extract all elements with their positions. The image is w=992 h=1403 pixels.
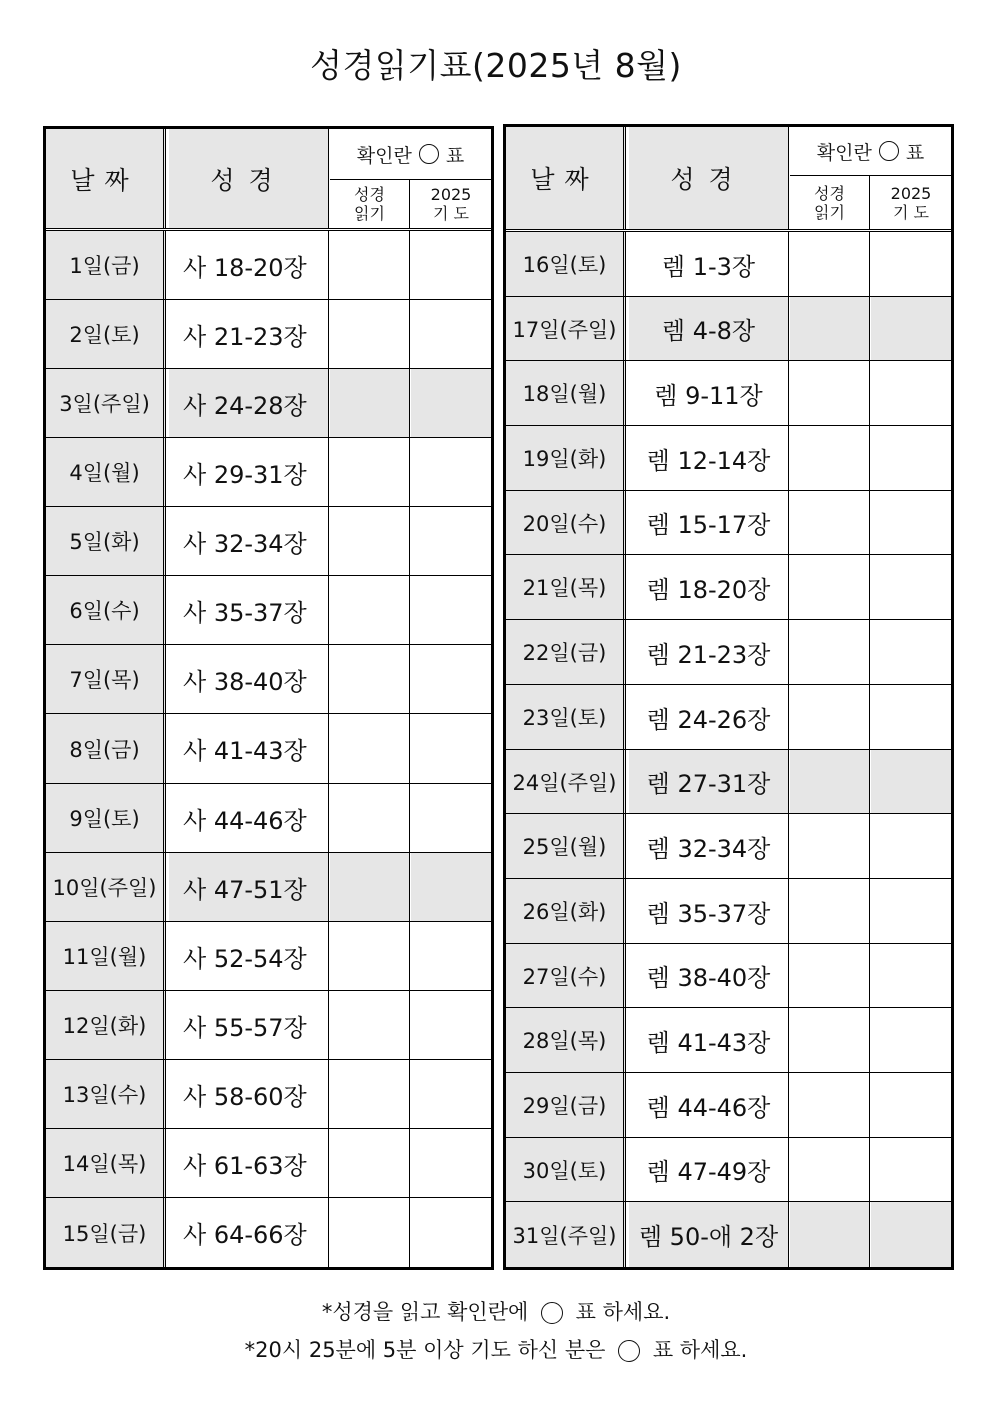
reading-check-box[interactable] (330, 1198, 410, 1267)
circle-icon (541, 1302, 563, 1324)
row-reading: 렘 27-31장 (629, 750, 789, 813)
table-row (46, 922, 491, 991)
header-reading-check (790, 176, 870, 229)
header-date: 날짜 (506, 127, 626, 229)
row-reading: 렘 41-43장 (629, 1008, 789, 1072)
reading-check-box[interactable] (790, 1008, 870, 1072)
prayer-check-box[interactable] (411, 1129, 491, 1197)
header-bible: 성경 (629, 127, 789, 229)
reading-check-box[interactable] (330, 438, 410, 506)
row-date: 14일(목) (46, 1129, 166, 1197)
reading-check-box[interactable] (330, 645, 410, 713)
row-date: 29일(금) (506, 1073, 626, 1137)
row-reading: 사 64-66장 (169, 1198, 329, 1267)
circle-icon (419, 144, 439, 164)
row-reading: 렘 38-40장 (629, 944, 789, 1007)
row-reading: 렘 21-23장 (629, 620, 789, 684)
row-reading: 렘 35-37장 (629, 879, 789, 943)
prayer-check-box[interactable] (411, 1060, 491, 1128)
row-date: 21일(목) (506, 555, 626, 619)
row-reading: 렘 24-26장 (629, 685, 789, 749)
table-row (46, 645, 491, 714)
row-reading: 렘 50-애 2장 (629, 1202, 789, 1267)
prayer-check-box[interactable] (871, 685, 951, 749)
prayer-check-box[interactable] (871, 1138, 951, 1201)
row-reading: 렘 15-17장 (629, 491, 789, 554)
row-reading: 사 52-54장 (169, 922, 329, 990)
table-row (46, 853, 491, 922)
table-row (506, 1008, 951, 1073)
reading-check-box[interactable] (790, 297, 870, 360)
row-date: 11일(월) (46, 922, 166, 990)
prayer-check-box[interactable] (871, 297, 951, 360)
row-date: 18일(월) (506, 361, 626, 425)
prayer-check-box[interactable] (411, 438, 491, 506)
prayer-check-box[interactable] (411, 645, 491, 713)
reading-check-box[interactable] (790, 1202, 870, 1267)
row-reading: 렘 12-14장 (629, 426, 789, 490)
row-date: 7일(목) (46, 645, 166, 713)
header-check-label: 확인란 (816, 141, 872, 164)
reading-check-box[interactable] (330, 576, 410, 644)
header-reading-line2: 읽기 (354, 204, 385, 223)
row-reading: 렘 32-34장 (629, 814, 789, 878)
table-row (506, 297, 951, 361)
circle-icon (879, 141, 899, 161)
table-row (46, 1198, 491, 1267)
row-date: 13일(수) (46, 1060, 166, 1128)
row-reading: 사 18-20장 (169, 231, 329, 299)
header-check-suffix: 표 (445, 144, 465, 167)
reading-check-box[interactable] (330, 1129, 410, 1197)
left-reading-table (43, 126, 494, 1270)
table-row (506, 361, 951, 426)
table-row (506, 685, 951, 750)
row-date: 19일(화) (506, 426, 626, 490)
table-row (506, 944, 951, 1008)
prayer-check-box[interactable] (871, 1008, 951, 1072)
table-row (46, 1129, 491, 1198)
reading-check-box[interactable] (790, 1138, 870, 1201)
table-row (46, 991, 491, 1060)
prayer-check-box[interactable] (411, 853, 491, 921)
row-reading: 사 47-51장 (169, 853, 329, 921)
reading-check-box[interactable] (790, 426, 870, 490)
row-date: 2일(토) (46, 300, 166, 368)
table-row (506, 814, 951, 879)
row-date: 9일(토) (46, 784, 166, 852)
row-reading: 렘 47-49장 (629, 1138, 789, 1201)
table-row (506, 1073, 951, 1138)
footer-note-2-text: *20시 25분에 5분 이상 기도 하신 분은 (244, 1338, 606, 1362)
header-prayer-check (411, 180, 491, 228)
reading-check-box[interactable] (790, 685, 870, 749)
prayer-check-box[interactable] (871, 555, 951, 619)
row-reading: 사 21-23장 (169, 300, 329, 368)
right-reading-table (503, 124, 954, 1270)
table-row (506, 750, 951, 814)
row-date: 3일(주일) (46, 369, 166, 437)
row-date: 23일(토) (506, 685, 626, 749)
reading-check-box[interactable] (790, 944, 870, 1007)
prayer-check-box[interactable] (871, 814, 951, 878)
row-date: 1일(금) (46, 231, 166, 299)
row-reading: 사 29-31장 (169, 438, 329, 506)
reading-check-box[interactable] (330, 369, 410, 437)
reading-check-box[interactable] (790, 1073, 870, 1137)
reading-check-box[interactable] (790, 491, 870, 554)
row-date: 28일(목) (506, 1008, 626, 1072)
prayer-check-box[interactable] (871, 879, 951, 943)
row-date: 6일(수) (46, 576, 166, 644)
reading-check-box[interactable] (330, 922, 410, 990)
footer-note-2 (0, 1334, 992, 1364)
header-reading-line2: 읽기 (814, 202, 845, 222)
row-date: 27일(수) (506, 944, 626, 1007)
row-date: 12일(화) (46, 991, 166, 1059)
row-reading: 렘 18-20장 (629, 555, 789, 619)
prayer-check-box[interactable] (411, 231, 491, 299)
reading-check-box[interactable] (330, 714, 410, 783)
prayer-check-box[interactable] (871, 426, 951, 490)
prayer-check-box[interactable] (411, 1198, 491, 1267)
row-reading: 사 41-43장 (169, 714, 329, 783)
reading-check-box[interactable] (790, 750, 870, 813)
header-check-suffix: 표 (905, 141, 925, 164)
table-row (46, 1060, 491, 1129)
prayer-check-box[interactable] (871, 944, 951, 1007)
header-check (790, 127, 951, 176)
prayer-check-box[interactable] (411, 507, 491, 575)
row-date: 17일(주일) (506, 297, 626, 360)
prayer-check-box[interactable] (411, 922, 491, 990)
row-reading: 사 38-40장 (169, 645, 329, 713)
table-row (506, 620, 951, 685)
table-row (506, 879, 951, 944)
reading-check-box[interactable] (790, 814, 870, 878)
page-title: 성경읽기표(2025년 8월) (310, 46, 682, 85)
reading-check-box[interactable] (330, 300, 410, 368)
reading-check-box[interactable] (790, 232, 870, 296)
prayer-check-box[interactable] (871, 1202, 951, 1267)
prayer-check-box[interactable] (871, 232, 951, 296)
header-check-label: 확인란 (356, 144, 412, 167)
table-row (46, 300, 491, 369)
prayer-check-box[interactable] (411, 714, 491, 783)
header-prayer-check (871, 176, 951, 229)
row-date: 31일(주일) (506, 1202, 626, 1267)
reading-check-box[interactable] (330, 853, 410, 921)
footer-note-1-text: *성경을 읽고 확인란에 (321, 1300, 529, 1324)
row-reading: 렘 4-8장 (629, 297, 789, 360)
header-prayer-line1: 2025 (430, 185, 472, 204)
reading-check-box[interactable] (330, 784, 410, 852)
header-check (330, 129, 491, 180)
header-reading-line1: 성경 (814, 183, 845, 203)
table-row (46, 784, 491, 853)
reading-check-box[interactable] (790, 879, 870, 943)
header-reading-check (330, 180, 410, 228)
row-reading: 렘 9-11장 (629, 361, 789, 425)
row-reading: 사 32-34장 (169, 507, 329, 575)
header-prayer-line1: 2025 (890, 183, 932, 203)
row-date: 25일(월) (506, 814, 626, 878)
table-row (506, 1202, 951, 1267)
row-date: 20일(수) (506, 491, 626, 554)
table-row (506, 491, 951, 555)
row-date: 26일(화) (506, 879, 626, 943)
footer-note-1 (0, 1296, 992, 1326)
prayer-check-box[interactable] (411, 300, 491, 368)
reading-check-box[interactable] (330, 991, 410, 1059)
row-reading: 사 24-28장 (169, 369, 329, 437)
reading-check-box[interactable] (330, 231, 410, 299)
row-date: 15일(금) (46, 1198, 166, 1267)
prayer-check-box[interactable] (871, 361, 951, 425)
header-reading-line1: 성경 (354, 185, 385, 204)
row-date: 4일(월) (46, 438, 166, 506)
header-prayer-line2: 기 도 (893, 202, 929, 222)
reading-check-box[interactable] (790, 555, 870, 619)
row-reading: 사 44-46장 (169, 784, 329, 852)
table-row (506, 555, 951, 620)
row-reading: 사 61-63장 (169, 1129, 329, 1197)
reading-check-box[interactable] (330, 1060, 410, 1128)
header-prayer-line2: 기 도 (433, 204, 469, 223)
footer-note-1-suffix: 표 하세요. (575, 1300, 671, 1324)
row-date: 8일(금) (46, 714, 166, 783)
prayer-check-box[interactable] (411, 576, 491, 644)
table-row (46, 714, 491, 784)
row-reading: 사 35-37장 (169, 576, 329, 644)
row-reading: 사 55-57장 (169, 991, 329, 1059)
footer-note-2-suffix: 표 하세요. (652, 1338, 748, 1362)
row-reading: 렘 44-46장 (629, 1073, 789, 1137)
row-reading: 사 58-60장 (169, 1060, 329, 1128)
row-date: 24일(주일) (506, 750, 626, 813)
header-bible: 성경 (169, 129, 329, 228)
table-header (506, 127, 951, 229)
table-row (506, 232, 951, 297)
table-row (46, 231, 491, 300)
circle-icon (618, 1340, 640, 1362)
row-reading: 렘 1-3장 (629, 232, 789, 296)
prayer-check-box[interactable] (871, 1073, 951, 1137)
table-header (46, 129, 491, 228)
prayer-check-box[interactable] (871, 620, 951, 684)
header-date: 날짜 (46, 129, 166, 228)
table-row (506, 426, 951, 491)
prayer-check-box[interactable] (411, 991, 491, 1059)
table-row (46, 438, 491, 507)
row-date: 5일(화) (46, 507, 166, 575)
row-date: 10일(주일) (46, 853, 166, 921)
table-row (506, 1138, 951, 1202)
table-row (46, 507, 491, 576)
row-date: 16일(토) (506, 232, 626, 296)
reading-check-box[interactable] (790, 620, 870, 684)
row-date: 30일(토) (506, 1138, 626, 1201)
reading-check-box[interactable] (330, 507, 410, 575)
reading-check-box[interactable] (790, 361, 870, 425)
prayer-check-box[interactable] (871, 491, 951, 554)
prayer-check-box[interactable] (871, 750, 951, 813)
prayer-check-box[interactable] (411, 784, 491, 852)
row-date: 22일(금) (506, 620, 626, 684)
prayer-check-box[interactable] (411, 369, 491, 437)
table-row (46, 369, 491, 438)
table-row (46, 576, 491, 645)
